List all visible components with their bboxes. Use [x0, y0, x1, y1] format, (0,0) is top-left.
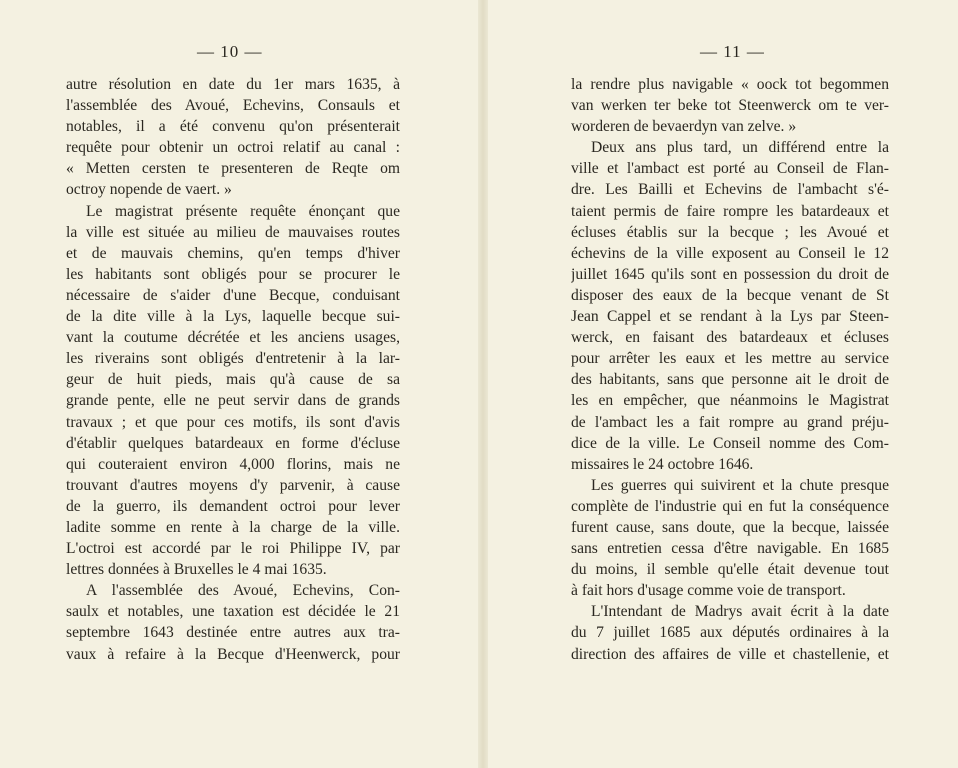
book-gutter	[478, 0, 488, 768]
text-line: taient permis de faire rompre les batardeaux et	[571, 202, 889, 220]
text-line: Jean Cappel et se rendant à la Lys par Steen-	[571, 308, 889, 326]
text-line: d'établir quelques batardeaux en forme d'écluse	[66, 434, 400, 452]
text-line: la ville est située au milieu de mauvaises routes	[66, 223, 400, 241]
text-line: les en empêcher, que néanmoins le Magistrat	[571, 392, 889, 410]
text-line: werck, en faisant des batardeaux et écluses	[571, 329, 889, 347]
text-line: furent cause, sans doute, que la becque, laissée	[571, 518, 889, 536]
text-line: vaux à refaire à la Becque d'Heenwerck, pour	[66, 645, 400, 663]
text-line: écluses établis sur la becque ; les Avoué et	[571, 223, 889, 241]
text-line: dre. Les Bailli et Echevins de l'ambacht s'é-	[571, 181, 889, 199]
text-line: pour arrêter les eaux et les mettre au service	[571, 350, 889, 368]
text-line: Les guerres qui suivirent et la chute presque	[591, 476, 889, 494]
text-line: missaires le 24 octobre 1646.	[571, 455, 754, 473]
text-line: dice de la ville. Le Conseil nomme des Com-	[571, 434, 889, 452]
text-line: échevins de la ville exposent au Conseil le 12	[571, 244, 889, 262]
text-line: du moins, il semble qu'elle était devenue tout	[571, 561, 889, 579]
text-line: travaux ; et que pour ces motifs, ils sont d'avis	[66, 413, 400, 431]
text-line: L'Intendant de Madrys avait écrit à la date	[591, 603, 889, 621]
text-line: requête pour obtenir un octroi relatif au canal :	[66, 139, 400, 157]
text-line: septembre 1643 destinée entre autres aux tra-	[66, 624, 400, 642]
text-line: geur de huit pieds, mais qu'à cause de sa	[66, 371, 400, 389]
page-number: — 10 —	[197, 42, 263, 61]
text-line: L'octroi est accordé par le roi Philippe IV, par	[66, 540, 400, 558]
text-line: lettres données à Bruxelles le 4 mai 1635.	[66, 561, 327, 579]
text-line: saulx et notables, une taxation est décidée le 21	[66, 603, 400, 621]
text-line: ladite somme en rente à la charge de la ville.	[66, 518, 400, 536]
text-line: octroy nopende de vaert. »	[66, 181, 232, 199]
text-line: van werken ter beke tot Steenwerck om te ver-	[571, 97, 889, 115]
text-line: à fait hors d'usage comme voie de transport.	[571, 582, 846, 600]
text-line: juillet 1645 qu'ils sont en possession du droit de	[571, 265, 889, 283]
text-line: grande pente, elle ne peut servir dans de grands	[66, 392, 400, 410]
text-line: « Metten cersten te presenteren de Reqte om	[66, 160, 400, 178]
text-line: A l'assemblée des Avoué, Echevins, Con-	[86, 582, 400, 600]
text-line: Le magistrat présente requête énonçant que	[86, 202, 400, 220]
left-page	[0, 0, 478, 768]
text-line: ville et l'ambact est porté au Conseil de Flan-	[571, 160, 889, 178]
page-number: — 11 —	[700, 42, 765, 61]
page-text-right	[571, 74, 889, 665]
text-line: direction des affaires de ville et chastellenie, et	[571, 645, 889, 663]
text-line: Deux ans plus tard, un différend entre la	[591, 139, 889, 157]
text-line: autre résolution en date du 1er mars 1635, à	[66, 76, 400, 93]
text-line: worderen de bevaerdyn van zelve. »	[571, 118, 797, 136]
text-line: trouvant d'autres moyens d'y parvenir, à cause	[66, 476, 400, 494]
text-line: de la dite ville à la Lys, laquelle becque sui-	[66, 308, 400, 326]
text-line: de l'ambact les a fait rompre au grand préju-	[571, 413, 889, 431]
text-line: les riverains sont obligés d'entretenir à la lar-	[66, 350, 400, 368]
text-line: complète de l'industrie qui en fut la conséquence	[571, 497, 889, 515]
text-line: disposer des eaux de la becque venant de St	[571, 286, 889, 304]
text-line: de la guerro, ils demandent octroi pour lever	[66, 497, 400, 515]
text-line: nécessaire de s'aider d'une Becque, conduisant	[66, 286, 400, 304]
text-line: vant la coutume décrétée et les anciens usages,	[66, 329, 400, 347]
page-text-left	[66, 74, 400, 665]
text-line: notables, il a été convenu qu'on présenterait	[66, 118, 400, 136]
text-line: la rendre plus navigable « oock tot begommen	[571, 76, 889, 93]
text-line: du 7 juillet 1685 aux députés ordinaires à la	[571, 624, 889, 642]
text-line: les habitants sont obligés pour se procurer le	[66, 265, 400, 283]
text-line: qui couteraient environ 4,000 florins, mais ne	[66, 455, 400, 473]
text-line: l'assemblée des Avoué, Echevins, Consauls et	[66, 97, 400, 115]
text-line: des habitants, sans que personne ait le droit de	[571, 371, 889, 389]
text-line: et de mauvais chemins, qu'en temps d'hiver	[66, 244, 400, 262]
text-line: sans entretien cessa d'être navigable. En 1685	[571, 540, 889, 558]
right-page	[488, 0, 958, 768]
